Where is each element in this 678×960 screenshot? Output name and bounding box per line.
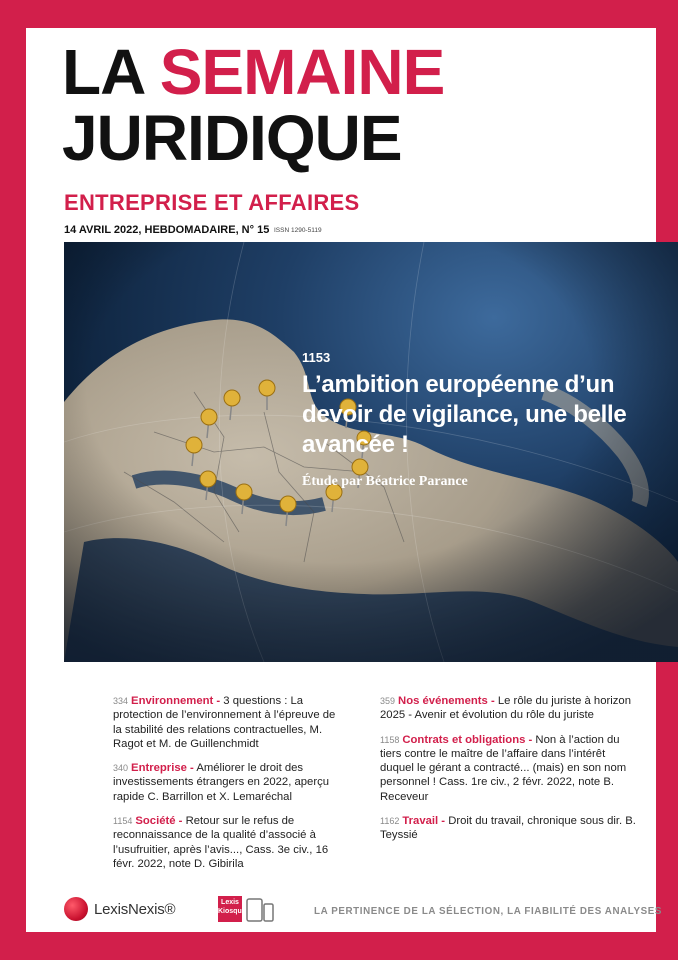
toc-item-rubric: Travail - <box>402 815 446 828</box>
toc-item-number: 1162 <box>380 816 400 827</box>
masthead-word-juridique: JURIDIQUE <box>62 102 402 174</box>
toc-item <box>380 814 636 843</box>
masthead-word-semaine: SEMAINE <box>159 36 445 108</box>
device-icons <box>246 898 274 927</box>
publication-subtitle: ENTREPRISE ET AFFAIRES <box>64 190 360 215</box>
article-number: 1153 <box>302 350 331 365</box>
toc-item-text: 3 questions : La protection de l’environnement à l’épreuve de la stabilité des relations contractuelles, M. Ragot et M. de Guillenchmidt <box>113 695 336 750</box>
toc-item <box>113 814 345 871</box>
toc-item-rubric: Société - <box>135 815 183 828</box>
toc-item-number: 359 <box>380 696 396 706</box>
toc-item-number: 1154 <box>113 816 133 827</box>
masthead <box>62 36 642 174</box>
lexisnexis-logo-icon <box>64 897 88 921</box>
kiosk-label-bottom: Kiosque <box>218 908 246 915</box>
cover-article-title: L’ambition européenne d’un devoir de vigilance, une belle avancée ! <box>302 371 627 458</box>
toc-item <box>380 694 636 723</box>
toc-item-text: Droit du travail, chronique sous dir. B. Teyssié <box>380 815 636 842</box>
toc-item-rubric: Environnement - <box>131 695 221 707</box>
cover-frame-bottom <box>0 932 678 960</box>
toc-item-number: 1158 <box>380 734 400 745</box>
table-of-contents-left <box>113 694 345 881</box>
masthead-line1 <box>62 38 642 106</box>
issn-number: ISSN 1290-5119 <box>274 227 322 234</box>
toc-item-rubric: Nos événements - <box>398 695 495 707</box>
issue-date: 14 AVRIL 2022, HEBDOMADAIRE, N° 15 <box>64 224 270 236</box>
cover-image-europe-globe <box>64 242 678 662</box>
toc-item-text: Non à l’action du tiers contre le maître de l’affaire dans l’intérêt duquel le gérant a contracté... (mais) en son nom personnel ! Cass. 1re civ., 2 févr. 2022, note B. Receveur <box>380 733 627 803</box>
toc-item-text: Le rôle du juriste à horizon 2025 - Avenir et évolution du rôle du juriste <box>380 695 631 722</box>
toc-item-number: 340 <box>113 763 129 774</box>
cover-frame-left <box>0 0 26 960</box>
lexisnexis-logo-text: LexisNexis® <box>94 900 176 918</box>
tablet-icon <box>247 899 262 921</box>
toc-item <box>113 761 345 804</box>
toc-item-text: Retour sur le refus de reconnaissance de la qualité d’associé à l’usufruitier, après l’avis..., Cass. 3e civ., 16 févr. 2022, note D. Gibirila <box>113 815 329 870</box>
toc-item <box>380 733 636 804</box>
table-of-contents-right <box>380 694 636 853</box>
cover-frame-top <box>0 0 678 28</box>
toc-item-number: 334 <box>113 696 129 706</box>
toc-item-rubric: Contrats et obligations - <box>402 733 533 746</box>
kiosk-label-top: Lexis <box>221 899 239 906</box>
cover-article-author: Étude par Béatrice Parance <box>302 474 468 489</box>
toc-item-rubric: Entreprise - <box>131 762 194 775</box>
lexisnexis-logo <box>64 896 175 922</box>
toc-item-text: Améliorer le droit des investissements étrangers en 2022, aperçu rapide C. Barrillon et X. Lemaréchal <box>113 762 330 803</box>
masthead-word-la: LA <box>62 36 143 108</box>
phone-icon <box>264 904 273 921</box>
lexis-kiosque-badge <box>218 896 246 922</box>
toc-item <box>113 694 345 751</box>
footer-tagline: LA PERTINENCE DE LA SÉLECTION, LA FIABILITÉ DES ANALYSES <box>314 906 663 917</box>
